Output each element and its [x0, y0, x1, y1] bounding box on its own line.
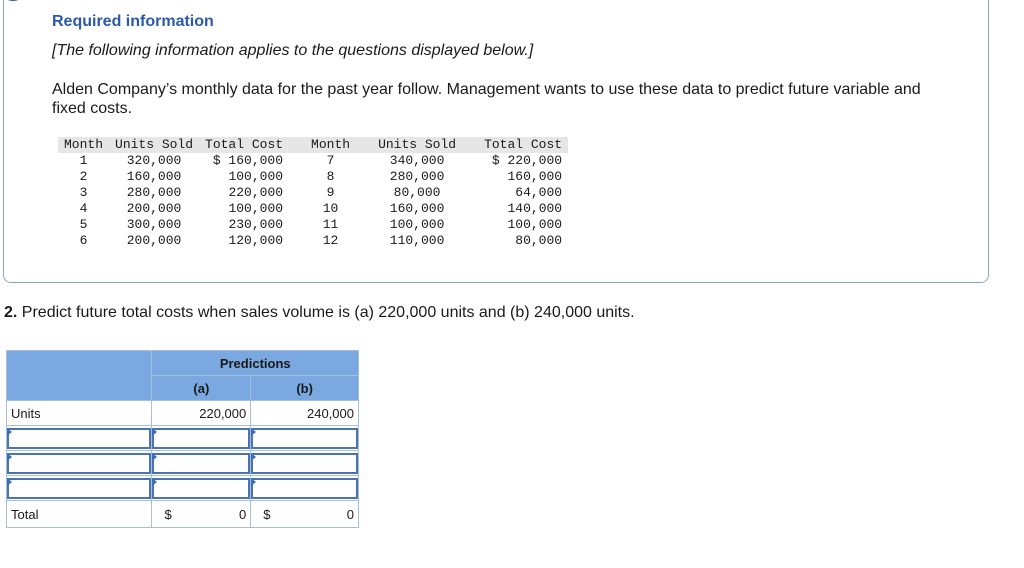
units-row — [7, 401, 359, 426]
cell-total-cost: 220,000 — [228, 185, 284, 200]
cost-label-input-2[interactable] — [7, 453, 151, 474]
header-total-cost-2: Total Cost — [478, 137, 568, 153]
cell-total-cost-2: 64,000 — [515, 185, 563, 200]
predictions-corner-cell — [7, 351, 152, 401]
cost-input-row — [7, 426, 359, 451]
cell-total-cost-2: 140,000 — [507, 201, 563, 216]
cell-total-cost-2: 100,000 — [507, 217, 563, 232]
cell-units-sold-2: 340,000 — [389, 153, 445, 168]
input-marker-icon — [251, 478, 256, 486]
total-b-value: 0 — [346, 506, 354, 522]
cell-units-sold: 200,000 — [126, 201, 182, 216]
data-table-row — [58, 185, 568, 201]
header-month: Month — [58, 137, 109, 153]
cell-total-cost: 100,000 — [228, 201, 284, 216]
input-marker-icon — [251, 428, 256, 436]
predictions-table — [6, 350, 359, 528]
cell-month: 5 — [79, 217, 88, 232]
cell-month-2: 10 — [322, 201, 339, 216]
cell-month: 4 — [79, 201, 88, 216]
cell-units-sold-2: 80,000 — [393, 185, 441, 200]
question-number: 2. — [4, 304, 18, 321]
cell-month: 2 — [79, 169, 88, 184]
cell-units-sold-2: 160,000 — [389, 201, 445, 216]
total-row — [7, 501, 359, 528]
header-total-cost: Total Cost — [199, 137, 305, 153]
input-marker-icon — [251, 453, 256, 461]
total-a-cell — [152, 501, 251, 528]
cell-total-cost-2: 80,000 — [515, 233, 563, 248]
total-label: Total — [7, 501, 152, 528]
cell-month: 3 — [79, 185, 88, 200]
total-b-cell — [251, 501, 359, 528]
cell-month: 6 — [79, 233, 88, 248]
header-units-sold-2: Units Sold — [372, 137, 478, 153]
data-table-row — [58, 153, 568, 169]
cell-month-2: 7 — [326, 153, 335, 168]
cost-a-input-3[interactable] — [152, 478, 250, 499]
data-table-row — [58, 201, 568, 217]
cell-units-sold: 160,000 — [126, 169, 182, 184]
cell-units-sold: 280,000 — [126, 185, 182, 200]
units-a-value: 220,000 — [152, 401, 251, 426]
question-text: Predict future total costs when sales volume is (a) 220,000 units and (b) 240,000 units. — [17, 304, 635, 321]
total-a-value: 0 — [239, 506, 247, 522]
cell-units-sold-2: 280,000 — [389, 169, 445, 184]
cell-units-sold-2: 110,000 — [389, 233, 445, 248]
input-marker-icon — [7, 478, 12, 486]
header-units-sold: Units Sold — [109, 137, 199, 153]
cost-b-input-3[interactable] — [251, 478, 358, 499]
currency-symbol: $ — [164, 506, 172, 522]
currency-symbol: $ — [263, 506, 271, 522]
cost-label-input-1[interactable] — [7, 428, 151, 449]
header-month-2: Month — [305, 137, 372, 153]
cell-total-cost: 120,000 — [228, 233, 284, 248]
cell-month: 1 — [79, 153, 88, 168]
data-table-row — [58, 217, 568, 233]
cell-month-2: 11 — [322, 217, 339, 232]
required-information-panel — [3, 0, 989, 283]
predictions-header: Predictions — [152, 351, 359, 376]
input-marker-icon — [152, 428, 157, 436]
problem-description: Alden Company’s monthly data for the past year follow. Management wants to use these data to predict future variable and fixed costs. — [52, 81, 921, 117]
cost-a-input-2[interactable] — [152, 453, 250, 474]
input-marker-icon — [7, 428, 12, 436]
cell-units-sold: 320,000 — [126, 153, 182, 168]
column-a-header: (a) — [152, 376, 251, 401]
units-label: Units — [7, 401, 152, 426]
units-b-value: 240,000 — [251, 401, 359, 426]
cell-month-2: 12 — [322, 233, 339, 248]
cost-input-row — [7, 451, 359, 476]
cell-units-sold: 200,000 — [126, 233, 182, 248]
cell-month-2: 8 — [326, 169, 335, 184]
required-information-title: Required information — [52, 13, 214, 30]
cell-month-2: 9 — [326, 185, 335, 200]
question-2 — [4, 304, 635, 322]
cell-total-cost: 100,000 — [228, 169, 284, 184]
applies-note: [The following information applies to the questions displayed below.] — [52, 42, 534, 59]
cell-total-cost: 230,000 — [228, 217, 284, 232]
cost-b-input-2[interactable] — [251, 453, 358, 474]
cell-total-cost-2: 160,000 — [507, 169, 563, 184]
input-marker-icon — [152, 453, 157, 461]
cost-b-input-1[interactable] — [251, 428, 358, 449]
monthly-data-table — [58, 137, 568, 249]
cell-total-cost-2: $ 220,000 — [491, 153, 563, 168]
data-table-header — [58, 137, 568, 153]
cost-a-input-1[interactable] — [152, 428, 250, 449]
data-table-row — [58, 169, 568, 185]
cell-units-sold: 300,000 — [126, 217, 182, 232]
column-b-header: (b) — [251, 376, 359, 401]
info-badge-icon — [0, 0, 26, 1]
cell-units-sold-2: 100,000 — [389, 217, 445, 232]
cost-input-row — [7, 476, 359, 501]
input-marker-icon — [7, 453, 12, 461]
cell-total-cost: $ 160,000 — [212, 153, 284, 168]
data-table-row — [58, 233, 568, 249]
input-marker-icon — [152, 478, 157, 486]
cost-label-input-3[interactable] — [7, 478, 151, 499]
